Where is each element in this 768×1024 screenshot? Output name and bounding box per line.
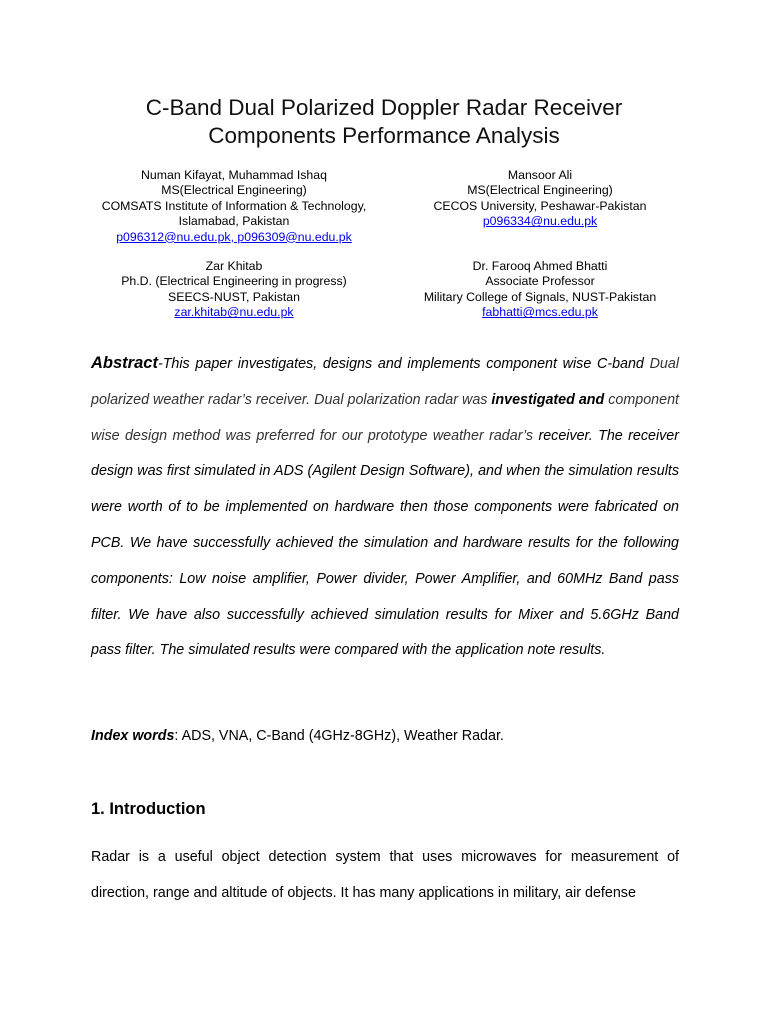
- author-email-link[interactable]: p096334@nu.edu.pk: [482, 214, 598, 229]
- author-affiliation: CECOS University, Peshawar-Pakistan: [433, 198, 647, 213]
- abstract-text-2: Dual polarized weather radar’s receiver. Dual polarization radar was: [91, 356, 679, 408]
- author-email-link[interactable]: zar.khitab@nu.edu.pk: [174, 305, 294, 320]
- author-email-link[interactable]: p096312@nu.edu.pk, p096309@nu.edu.pk: [116, 229, 352, 244]
- abstract-text-4: component wise design method was preferred for our prototype weather radar’s: [91, 391, 679, 444]
- index-words: [91, 726, 691, 746]
- author-name: Mansoor Ali: [507, 168, 573, 182]
- author-name: Dr. Farooq Ahmed Bhatti: [472, 259, 608, 273]
- index-words-label: Index words: [91, 728, 175, 744]
- author-block-3: [84, 259, 384, 321]
- author-affiliation: COMSATS Institute of Information & Technology,: [101, 198, 367, 213]
- paper-title: [0, 94, 768, 150]
- abstract-text-3: investigated and: [491, 391, 605, 408]
- abstract-text-5: receiver. The receiver design was first simulated in ADS (Agilent Design Software), and when the simulation results were worth of to be implemented on hardware then those components were fabricated on PCB. We have successfully achieved the simulation and hardware results for the following components: Low noise amplifier, Power divider, Power Amplifier, and 60MHz Band pass filter. We have also successfully achieved simulation results for Mixer and 5.6GHz Band pass filter. The simulated results were compared with the application note results.: [91, 427, 679, 659]
- section-heading-introduction: 1. Introduction: [91, 800, 206, 818]
- title-line-1: C-Band Dual Polarized Doppler Radar Receiver: [145, 95, 623, 120]
- author-block-2: [380, 168, 700, 230]
- title-line-2: Components Performance Analysis: [208, 123, 560, 148]
- author-name: Zar Khitab: [205, 259, 263, 273]
- author-degree: Ph.D. (Electrical Engineering in progress): [121, 274, 347, 289]
- abstract-text-1: -This paper investigates, designs and implements component wise C-band: [157, 356, 650, 372]
- author-email-link[interactable]: fabhatti@mcs.edu.pk: [482, 305, 598, 320]
- abstract-heading: Abstract: [91, 354, 158, 372]
- author-name: Numan Kifayat, Muhammad Ishaq: [141, 168, 327, 182]
- author-degree: MS(Electrical Engineering): [467, 183, 613, 198]
- abstract-paragraph: [91, 346, 679, 669]
- index-words-text: ADS, VNA, C-Band (4GHz-8GHz), Weather Radar.: [178, 728, 504, 744]
- author-location: Islamabad, Pakistan: [178, 214, 290, 229]
- author-block-1: [84, 168, 384, 245]
- author-degree: MS(Electrical Engineering): [161, 183, 307, 198]
- author-affiliation: SEECS-NUST, Pakistan: [168, 289, 300, 304]
- introduction-paragraph: Radar is a useful object detection system that uses microwaves for measurement of direction, range and altitude of objects. It has many applications in military, air defense: [91, 849, 679, 901]
- author-degree: Associate Professor: [485, 274, 595, 289]
- index-words-colon: :: [174, 728, 179, 744]
- author-block-4: [380, 259, 700, 321]
- author-affiliation: Military College of Signals, NUST-Pakistan: [423, 289, 657, 304]
